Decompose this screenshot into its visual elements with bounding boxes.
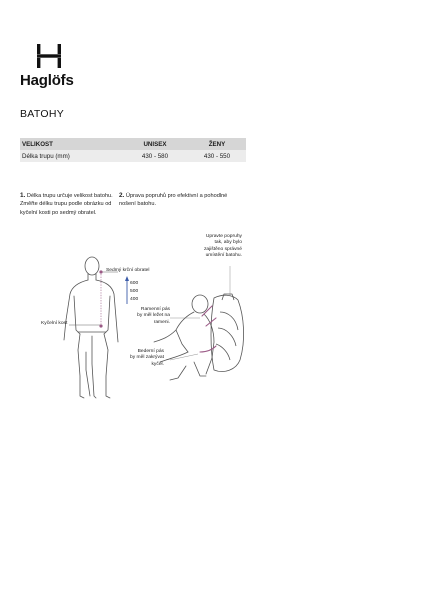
page-title: BATOHY — [20, 108, 65, 120]
scale-tick-400: 400 — [130, 297, 139, 302]
shoulder-strap-label: Ramenní pás by měl ležet na rameni. — [137, 307, 170, 325]
step-number: 1. — [20, 192, 26, 199]
adjust-straps-label: Upravte popruhy tak, aby bylo zajištěno správné umístění batohu. — [203, 234, 242, 259]
table-header-cell: VELIKOST — [20, 138, 122, 150]
torso-measurement — [69, 270, 118, 327]
brand-name: Haglöfs — [20, 72, 74, 89]
table-cell: 430 - 580 — [122, 150, 188, 162]
scale-bar — [125, 276, 129, 304]
scale-tick-500: 500 — [130, 289, 139, 294]
table-cell: 430 - 550 — [188, 150, 246, 162]
table-cell: Délka trupu (mm) — [20, 150, 122, 162]
standing-figure — [64, 257, 118, 398]
step-text: Délka trupu určuje velikost batohu. Změřte délku trupu podle obrázku od kyčelní kosti po sedmý obratel. — [20, 193, 113, 216]
hip-belt-label: Bederní pás by měl zakrývat kyčel. — [130, 349, 164, 367]
backpack — [211, 294, 244, 372]
table-header-cell: ŽENY — [188, 138, 246, 150]
vertebra-label: Sedmý krční obratel — [106, 268, 150, 273]
scale-tick-600: 600 — [130, 281, 139, 286]
hip-bone-label: Kyčelní kost — [41, 321, 68, 326]
step-number: 2. — [119, 192, 125, 199]
step-text: Úprava popruhů pro efektivní a pohodlné nošení batohu. — [119, 193, 228, 208]
table-header-cell: UNISEX — [122, 138, 188, 150]
